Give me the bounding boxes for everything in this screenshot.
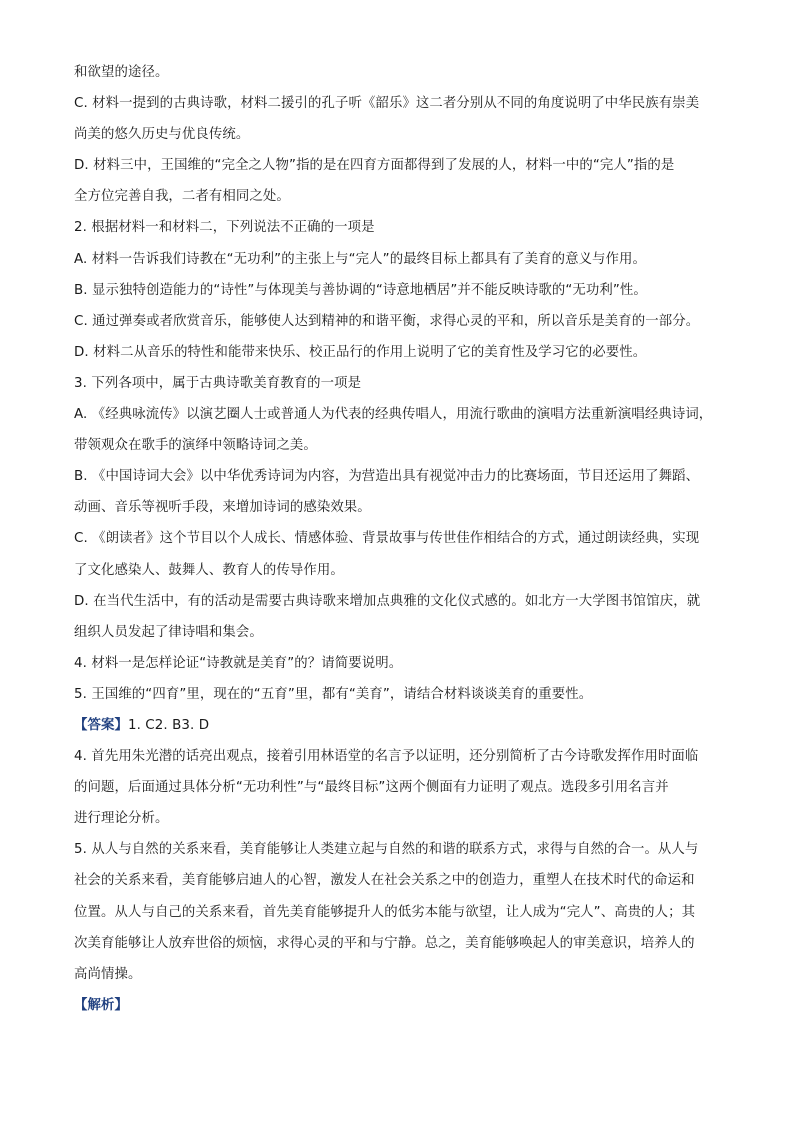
- question-4: 4. 材料一是怎样论证“诗教就是美育”的？请简要说明。: [74, 655, 403, 671]
- answer-tag: 【答案】: [74, 717, 128, 733]
- q2-option-b: B. 显示独特创造能力的“诗性”与体现美与善协调的“诗意地栖居”并不能反映诗歌的“无功利”性。: [74, 282, 647, 298]
- text-line-1: 和欲望的途径。: [74, 65, 169, 80]
- question-2: 2. 根据材料一和材料二，下列说法不正确的一项是: [74, 220, 375, 236]
- answer-5-line-4: 次美育能够让人放弃世俗的烦恼，求得心灵的平和与宁静。总之，美育能够唤起人的审美意识，培养人的: [74, 935, 695, 951]
- q3-option-d-line-2: 组织人员发起了律诗唱和集会。: [74, 624, 263, 640]
- q3-option-c-line-2: 了文化感染人、鼓舞人、教育人的传导作用。: [74, 562, 344, 578]
- answer-text: 1. C2. B3. D: [127, 717, 210, 733]
- q3-option-d-line-1: D. 在当代生活中，有的活动是需要古典诗歌来增加点典雅的文化仪式感的。如北方一大学图书馆馆庆，就: [74, 593, 701, 609]
- analysis-line: [74, 995, 724, 1016]
- answer-4-line-2: 的问题，后面通过具体分析“无功利性”与“最终目标”这两个侧面有力证明了观点。选段多引用名言并: [74, 780, 669, 796]
- q2-option-c: C. 通过弹奏或者欣赏音乐，能够使人达到精神的和谐平衡，求得心灵的平和，所以音乐是美育的一部分。: [74, 313, 700, 329]
- answer-4-line-3: 进行理论分析。: [74, 811, 169, 827]
- q3-option-a-line-1: A. 《经典咏流传》以演艺圈人士或普通人为代表的经典传唱人，用流行歌曲的演唱方法重新演唱经典诗词，: [74, 407, 713, 423]
- analysis-tag: 【解析】: [74, 997, 128, 1013]
- q3-option-c-line-1: C. 《朗读者》这个节目以个人成长、情感体验、背景故事与传世佳作相结合的方式，通过朗读经典，实现: [74, 531, 700, 547]
- option-c-line-1: C. 材料一提到的古典诗歌，材料二援引的孔子听《韶乐》这二者分别从不同的角度说明了中华民族有崇美: [74, 96, 700, 112]
- question-5: 5. 王国维的“四育”里，现在的“五育”里，都有“美育”，请结合材料谈谈美育的重要性。: [74, 686, 593, 702]
- answer-4-line-1: 4. 首先用朱光潜的话亮出观点，接着引用林语堂的名言予以证明，还分别简析了古今诗歌发挥作用时面临: [74, 749, 699, 765]
- question-3: 3. 下列各项中，属于古典诗歌美育教育的一项是: [74, 375, 362, 391]
- document-page: [74, 62, 724, 1026]
- q3-option-b-line-2: 动画、音乐等视听手段，来增加诗词的感染效果。: [74, 500, 371, 516]
- answer-5-line-3: 位置。从人与自己的关系来看，首先美育能够提升人的低劣本能与欲望，让人成为“完人”、高贵的人；其: [74, 904, 696, 920]
- q2-option-d: D. 材料二从音乐的特性和能带来快乐、校正品行的作用上说明了它的美育性及学习它的必要性。: [74, 344, 647, 360]
- answer-5-line-1: 5. 从人与自然的关系来看，美育能够让人类建立起与自然的和谐的联系方式，求得与自然的合一。从人与: [74, 842, 699, 858]
- option-d-line-1: D. 材料三中，王国维的“完全之人物”指的是在四育方面都得到了发展的人，材料一中的“完人”指的是: [74, 158, 675, 174]
- q2-option-a: A. 材料一告诉我们诗教在“无功利”的主张上与“完人”的最终目标上都具有了美育的意义与作用。: [74, 251, 647, 267]
- option-d-line-2: 全方位完善自我，二者有相同之处。: [74, 189, 290, 205]
- answer-5-line-5: 高尚情操。: [74, 966, 142, 982]
- answer-line: [74, 715, 724, 736]
- option-c-line-2: 尚美的悠久历史与优良传统。: [74, 127, 250, 143]
- q3-option-b-line-1: B. 《中国诗词大会》以中华优秀诗词为内容，为营造出具有视觉冲击力的比赛场面，节目还运用了舞蹈、: [74, 469, 700, 485]
- q3-option-a-line-2: 带领观众在歌手的演绎中领略诗词之美。: [74, 438, 317, 454]
- answer-5-line-2: 社会的关系来看，美育能够启迪人的心智，激发人在社会关系之中的创造力，重塑人在技术时代的命运和: [74, 873, 695, 889]
